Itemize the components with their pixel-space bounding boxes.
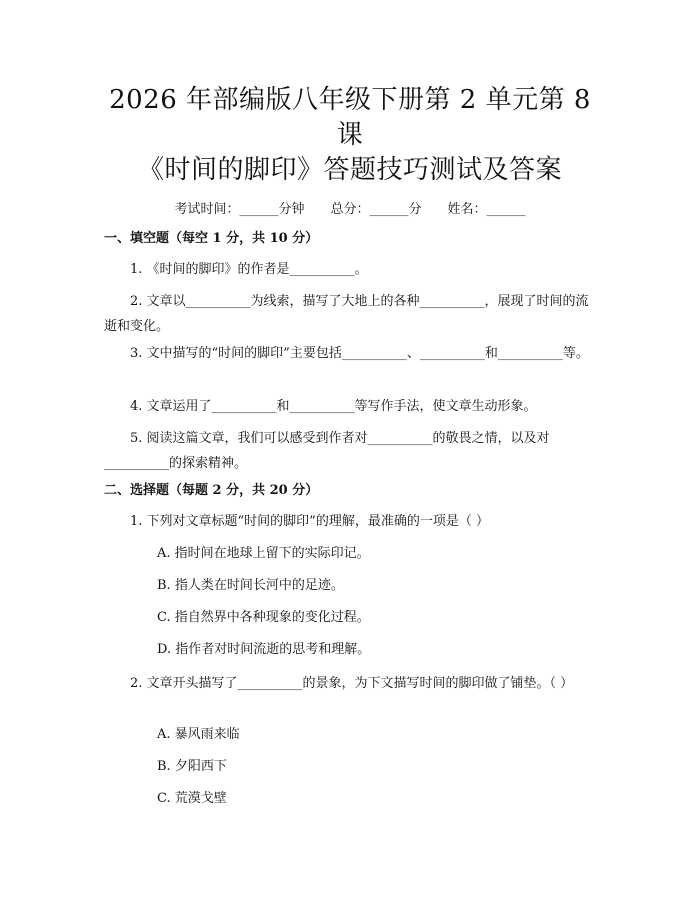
- document-title-line-1: 2026 年部编版八年级下册第 2 单元第 8 课: [109, 85, 591, 150]
- fill-in-question-2: 2. 文章以__________为线索，描写了大地上的各种__________，展现了时间的流逝和变化。: [104, 294, 589, 334]
- choice-q1-option-c: C. 指自然界中各种现象的变化过程。: [157, 610, 370, 625]
- choice-q1-option-d: D. 指作者对时间流逝的思考和理解。: [157, 642, 371, 657]
- total-score-field: 总分：______分: [330, 202, 422, 217]
- section-choice-title: 二、选择题（每题 2 分，共 20 分）: [104, 483, 319, 498]
- choice-q2-option-c: C. 荒漠戈壁: [157, 791, 227, 806]
- choice-q1-option-b: B. 指人类在时间长河中的足迹。: [157, 578, 344, 593]
- section-fill-in-title: 一、填空题（每空 1 分，共 10 分）: [104, 231, 319, 246]
- exam-meta: [104, 200, 596, 220]
- choice-q2-option-a: A. 暴风雨来临: [157, 727, 240, 742]
- fill-in-question-3: 3. 文中描写的“时间的脚印”主要包括__________、__________和__________等。: [130, 346, 589, 361]
- choice-question-1: 1. 下列对文章标题“时间的脚印”的理解，最准确的一项是（ ）: [130, 514, 489, 529]
- fill-in-question-1: 1. 《时间的脚印》的作者是__________。: [130, 262, 368, 277]
- exam-time-field: 考试时间：______分钟: [174, 202, 305, 217]
- choice-q1-option-a: A. 指时间在地球上留下的实际印记。: [157, 546, 370, 561]
- document-title-line-2: 《时间的脚印》答题技巧测试及答案: [137, 155, 562, 185]
- student-name-field: 姓名：______: [447, 202, 526, 217]
- fill-in-question-5: 5. 阅读这篇文章，我们可以感受到作者对__________的敬畏之情，以及对__________的探索精神。: [104, 431, 550, 471]
- fill-in-question-4: 4. 文章运用了__________和__________等写作手法，使文章生动形象。: [130, 399, 537, 414]
- choice-question-2: 2. 文章开头描写了__________的景象，为下文描写时间的脚印做了铺垫。（ ）: [130, 676, 574, 691]
- choice-q2-option-b: B. 夕阳西下: [157, 759, 227, 774]
